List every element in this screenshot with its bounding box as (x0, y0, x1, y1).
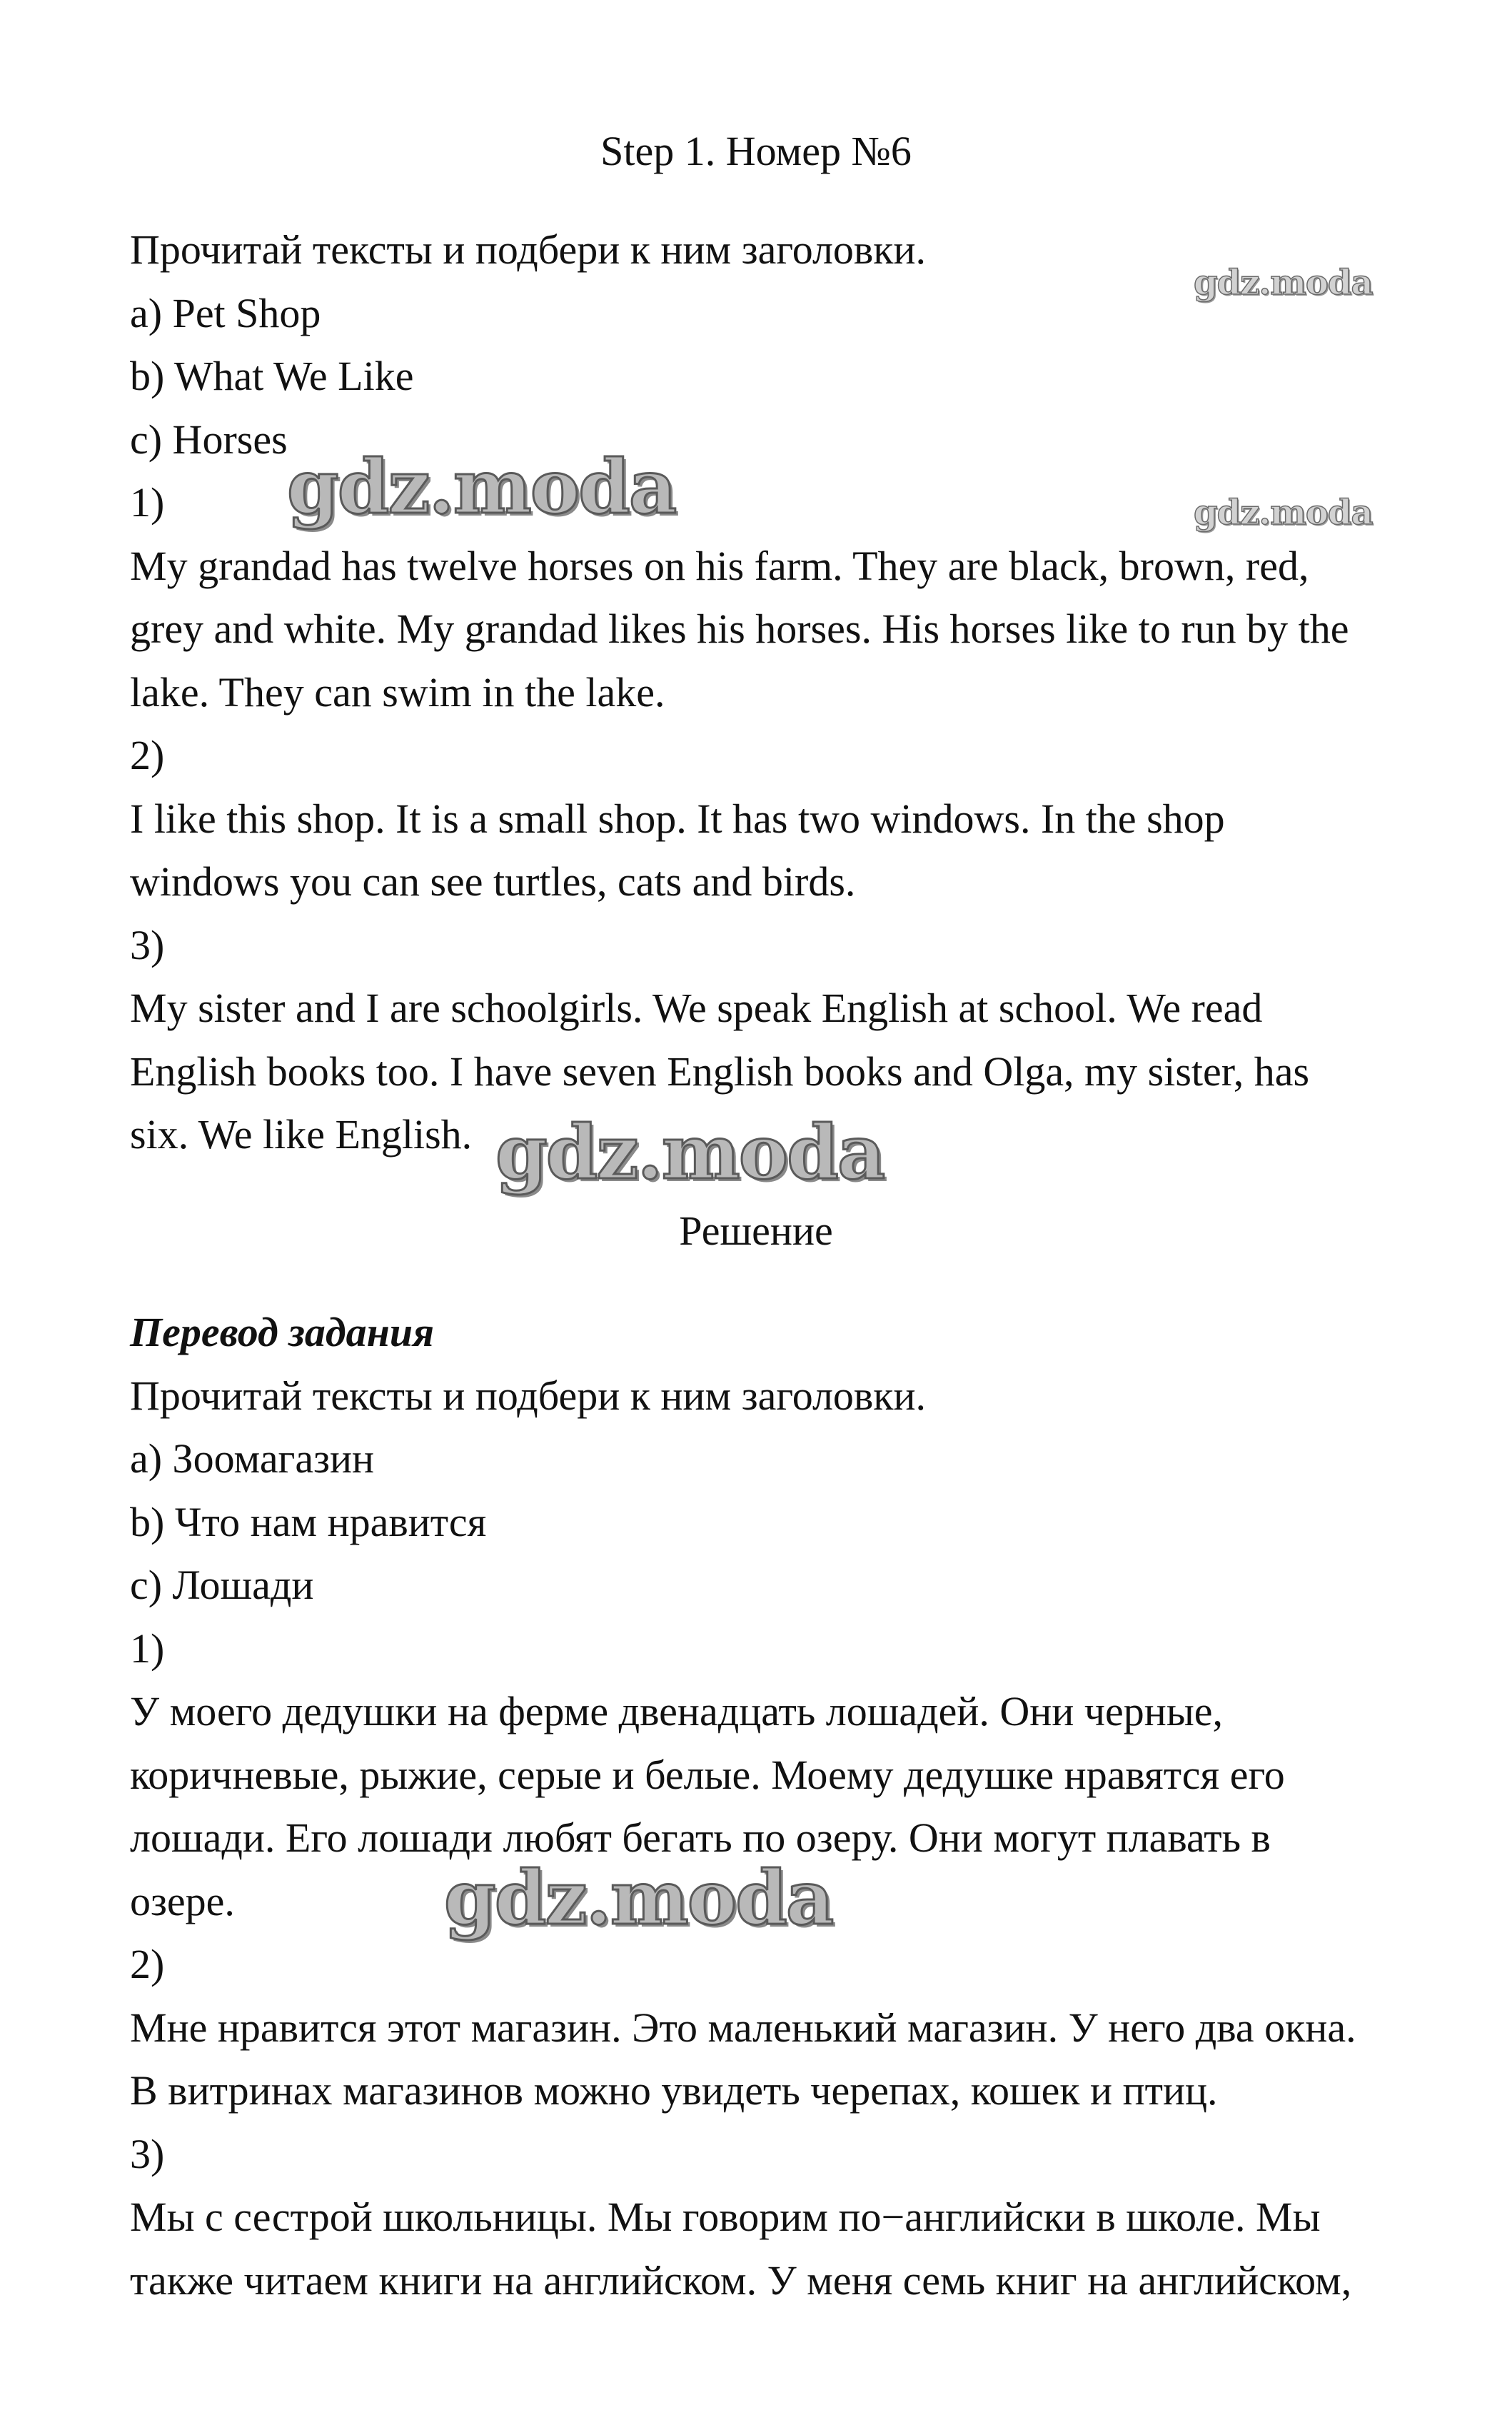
translation-instruction: Прочитай тексты и подбери к ним заголовки. (130, 1372, 926, 1419)
translation-option-c: c) Лошади (130, 1562, 314, 1608)
option-b: b) What We Like (130, 353, 414, 399)
translation-text-1-line-4: озере. (130, 1877, 235, 1924)
translation-text-3-number: 3) (130, 2130, 165, 2177)
translation-option-b: b) Что нам нравится (130, 1498, 487, 1545)
text-1-line-1: My grandad has twelve horses on his farm. They are black, brown, red, (130, 542, 1309, 589)
text-2-line-2: windows you can see turtles, cats and birds. (130, 858, 856, 905)
text-1-number: 1) (130, 479, 165, 526)
text-3-line-2: English books too. I have seven English books and Olga, my sister, has (130, 1048, 1310, 1095)
text-3-number: 3) (130, 921, 165, 968)
translation-text-1-line-2: коричневые, рыжие, серые и белые. Моему дедушке нравятся его (130, 1751, 1285, 1798)
solution-title: Решение (679, 1208, 833, 1254)
translation-text-1-line-1: У моего дедушки на ферме двенадцать лошадей. Они черные, (130, 1688, 1224, 1734)
translation-heading: Перевод задания (130, 1309, 434, 1355)
watermark-small-1: gdz.moda (1194, 263, 1373, 303)
translation-text-1-line-3: лошади. Его лошади любят бегать по озеру. Они могут плавать в (130, 1814, 1271, 1861)
text-2-number: 2) (130, 732, 165, 778)
page-title: Step 1. Номер №6 (600, 128, 912, 174)
text-2-line-1: I like this shop. It is a small shop. It has two windows. In the shop (130, 795, 1225, 842)
text-1-line-3: lake. They can swim in the lake. (130, 668, 665, 716)
watermark-large-3: gdz.moda (444, 1854, 833, 1942)
watermark-large-2: gdz.moda (495, 1108, 884, 1196)
text-3-line-1: My sister and I are schoolgirls. We speak English at school. We read (130, 985, 1263, 1031)
translation-text-1-number: 1) (130, 1625, 165, 1672)
translation-text-3-line-1: Мы с сестрой школьницы. Мы говорим по−английски в школе. Мы (130, 2194, 1321, 2240)
task-instruction: Прочитай тексты и подбери к ним заголовки. (130, 226, 926, 273)
option-c: c) Horses (130, 416, 288, 463)
translation-text-2-line-1: Мне нравится этот магазин. Это маленький магазин. У него два окна. (130, 2004, 1356, 2051)
watermark-large-1: gdz.moda (287, 443, 676, 531)
task-block (130, 219, 1415, 1167)
text-1-line-2: grey and white. My grandad likes his horses. His horses like to run by the (130, 606, 1349, 652)
translation-text-2-line-2: В витринах магазинов можно увидеть черепах, кошек и птиц. (130, 2067, 1218, 2114)
watermark-small-2: gdz.moda (1194, 493, 1373, 533)
translation-text-2-number: 2) (130, 1941, 165, 1987)
option-a: a) Pet Shop (130, 289, 321, 336)
text-3-line-3: six. We like English. (130, 1111, 473, 1158)
translation-option-a: a) Зоомагазин (130, 1435, 375, 1482)
translation-text-3-line-2: также читаем книги на английском. У меня семь книг на английском, (130, 2256, 1352, 2304)
solution-block (130, 1301, 1415, 2312)
